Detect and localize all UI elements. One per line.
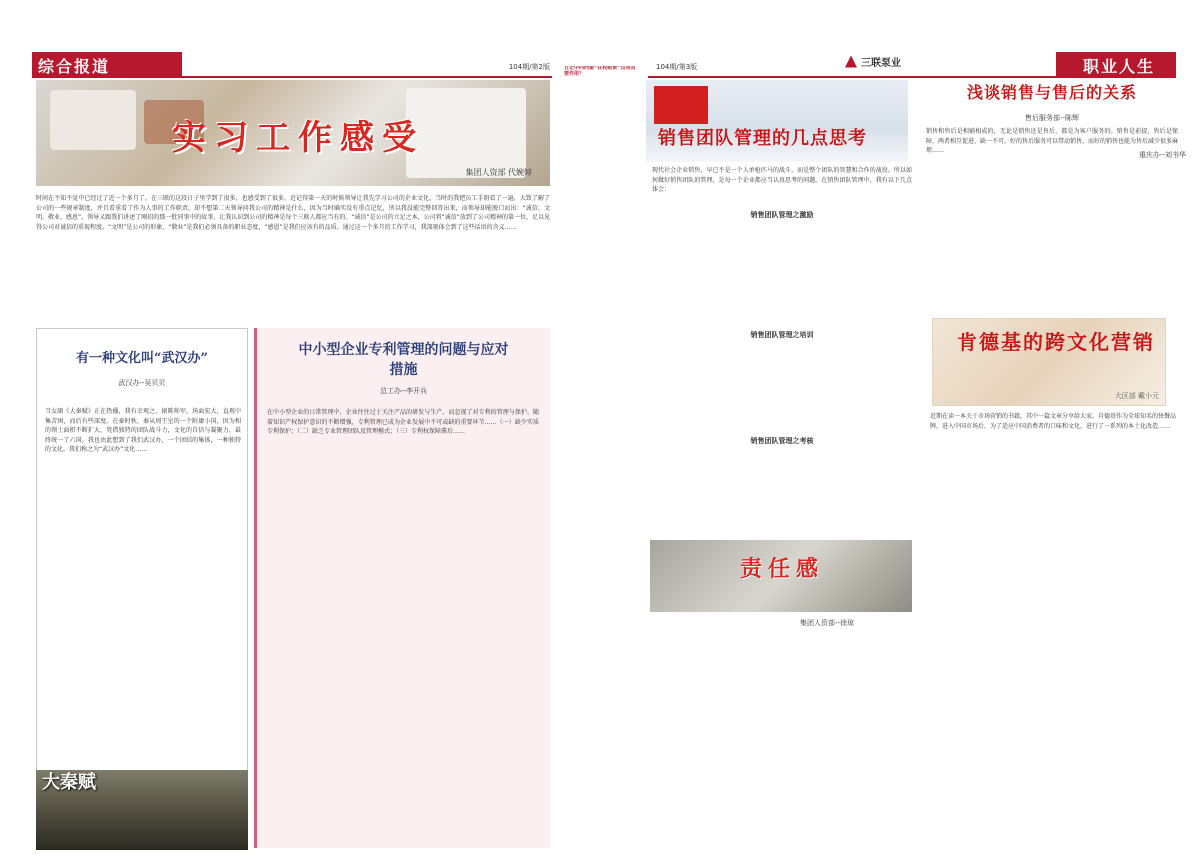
culture-author: 大区部 戴小元 — [1114, 392, 1159, 400]
wuhan-author: 武汉办--吴贝贝 — [118, 379, 166, 387]
brand-name: 三联泵业 — [861, 58, 901, 69]
aftersales-author: 售后服务部--陈辉 — [1024, 114, 1080, 122]
gutter-title: 日记中向同窗“在校职责”这项首要作用？ — [564, 66, 636, 77]
section-rule-right — [648, 76, 1176, 78]
patent-article — [254, 328, 550, 848]
patent-author: 总工办--李开兵 — [379, 387, 428, 395]
left-page — [0, 0, 560, 860]
sales-body: 现代社会企业销售，早已不是一个人单枪匹马的战斗，而是整个团队的智慧和合作的战役。所以如何做好销售团队的管理，是每一个企业都应当认真思考的问题。在销售团队管理中，我有以下几点体会： — [652, 167, 912, 194]
article-body: 时间在不知不觉中已经过了近一个多月了。在三联的这段日子里学到了很多，也感受到了很多。近记得第一天的时候领导让我先学习公司的企业文化。当时的我把员工手册看了一遍，大致了解了公司的一些规章制度，并且看重看了作为人事的工作职责，却不想第二天领导问我公司的精神是什么，因为当时确实没有重点记忆，所以我没能完整回答出来，而领导却能脱口而出：“诚信、文明、敬业、感恩”。领导又跟我们讲述了刚招的那一批同事中的故事，让我认识到公司的精神是每个三联人都应当有的。“诚信”是公司的立足之本，公司将“诚信”放到了公司精神的第一位，足以见得公司对诚信的重视程度。“文明”是公司的形象，“敬业”是我们必须具备的职业态度，“感恩”是我们应该有的品质。通过这一个多月的工作学习，我深刻体会到了这些话语的含义…… — [36, 195, 550, 231]
duty-title: 责任感 — [740, 556, 825, 582]
sales-author: 重庆办--刘书华 — [1138, 151, 1186, 159]
issue-label-right: 104期/第3版 — [656, 63, 698, 71]
duty-hero-image — [650, 540, 912, 612]
sales-title: 销售团队管理的几点思考 — [658, 128, 867, 149]
culture-hero-image — [932, 318, 1166, 406]
patent-title: 中小型企业专利管理的问题与应对措施 — [298, 342, 509, 378]
section-title-right: 职业人生 — [1082, 56, 1155, 76]
patent-body: 在中小型企业的日常管理中，企业往往过于关注产品的研发与生产，而忽视了对专利的管理与保护。随着知识产权保护意识的不断增强，专利管理已成为企业发展中不可或缺的重要环节……（一）缺少实质专利保护；（二）缺乏专业管理团队及管理模式；（三）专利权保障滞后…… — [267, 409, 539, 436]
hero-image-left — [36, 80, 550, 186]
aftersales-title: 浅谈销售与售后的关系 — [966, 83, 1137, 102]
battle-photo-title: 大秦赋 — [42, 772, 96, 793]
hero-byline-left: 集团人资部 代婉婷 — [465, 168, 532, 177]
culture-title: 肯德基的跨文化营销 — [957, 330, 1155, 354]
sales-sub-3: 销售团队管理之考核 — [750, 437, 814, 445]
brand-logo-icon — [845, 56, 857, 68]
section-bar-left — [32, 52, 182, 78]
section-title-left: 综合报道 — [38, 56, 111, 76]
sales-sub-2: 销售团队管理之培训 — [750, 331, 814, 339]
sales-sub-1: 销售团队管理之激励 — [750, 211, 814, 219]
issue-label-left: 104期/第2版 — [508, 63, 550, 71]
hero-title-left: 实习工作感受 — [172, 118, 424, 158]
section-rule-left — [32, 76, 552, 78]
aftersales-body: 销售和售后是相辅相成的，无论是销售还是售后，都是为客户服务的。销售是前提，售后是保障，两者相互促进、缺一不可。好的售后服务可以带动销售，而好的销售也能为售后减少很多麻烦…… — [926, 128, 1178, 155]
aftersales-article — [926, 80, 1178, 297]
sales-article — [652, 166, 912, 450]
right-page — [640, 0, 1200, 860]
gutter-column — [564, 66, 636, 846]
battle-photo — [36, 770, 248, 850]
sales-hero-image — [646, 80, 908, 162]
wuhan-title: 有一种文化叫“武汉办” — [76, 351, 208, 366]
brand-header — [845, 54, 901, 69]
culture-body: 近期在读一本关于市场营销的书籍，其中一篇文章分享给大家。肯德基作为全球知名的快餐品牌，进入中国市场后，为了适应中国消费者的口味和文化，进行了一系列的本土化改造…… — [930, 413, 1176, 430]
spread-gutter — [560, 0, 640, 860]
section-bar-right — [1056, 52, 1176, 78]
duty-author: 集团人资部--徐琼 — [800, 619, 855, 627]
wuhan-body: 当女副《大秦赋》正在热播，我有幸观之。据陈帅军，场面宏大，直观中集苦困，而后有些深度。在秦时秋，秦从周王室的一个附庸小国，因为相的领土面积不断扩大，凭借独特的团队战斗力，文化的自信与凝聚力，最终统一了六国。我也由此想到了我们武汉办，一个团结的集体，一种独特的文化，我们称之为“武汉办”文化…… — [45, 408, 241, 454]
flag-graphic — [654, 86, 708, 124]
